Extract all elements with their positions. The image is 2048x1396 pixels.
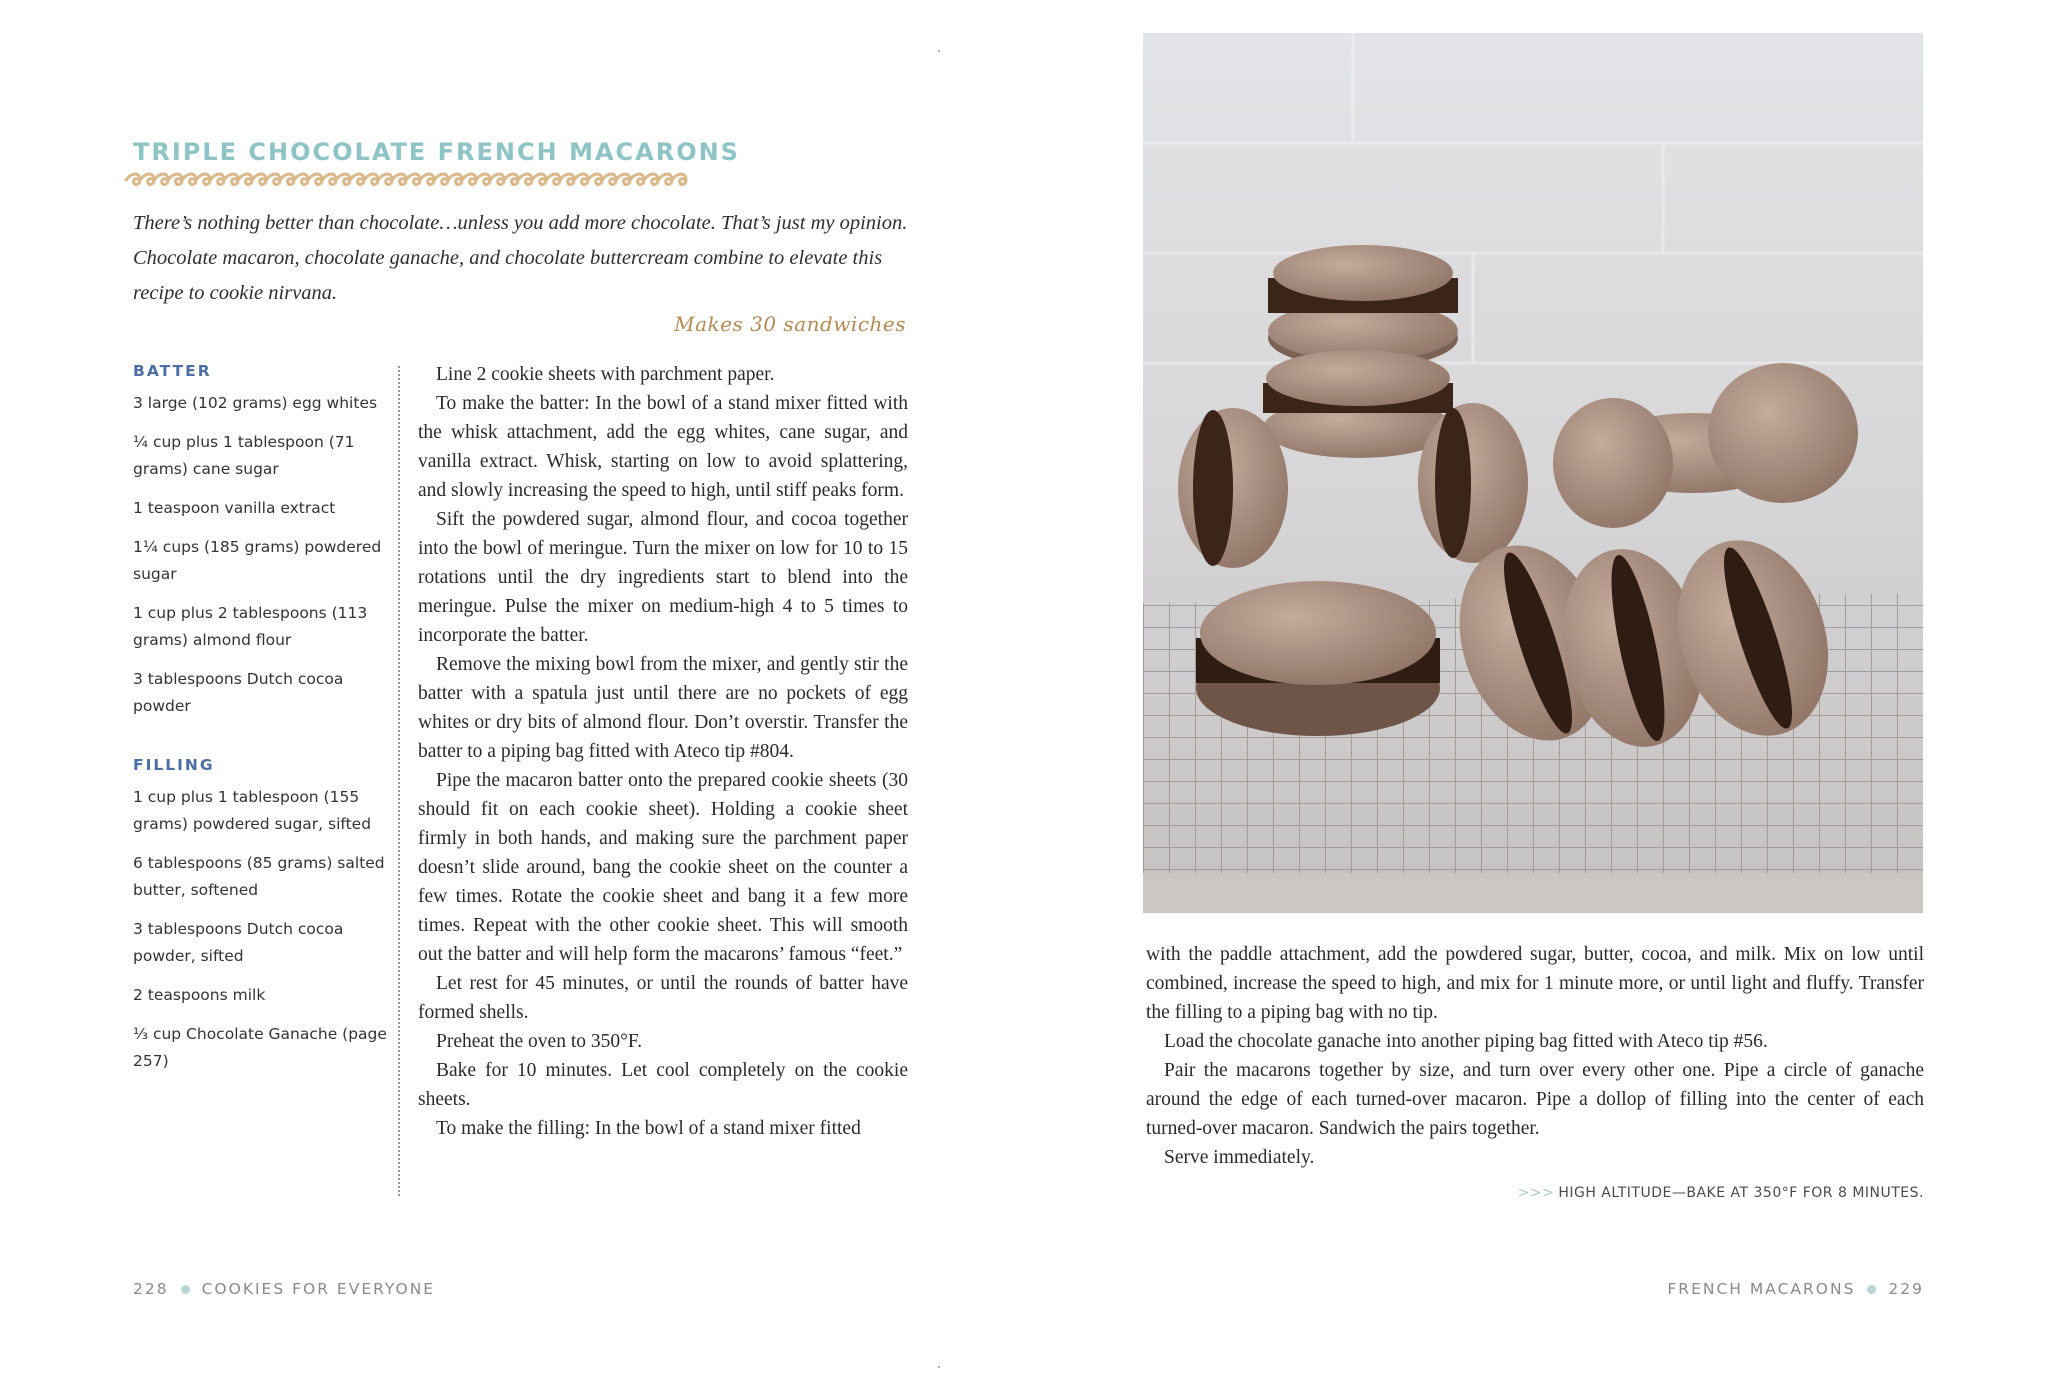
- chapter-title: FRENCH MACARONS: [1667, 1280, 1856, 1298]
- tip-text: HIGH ALTITUDE—BAKE AT 350°F FOR 8 MINUTES.: [1558, 1185, 1924, 1201]
- recipe-intro: There’s nothing better than chocolate…unless you add more chocolate. That’s just my opinion. Chocolate macaron, chocolate ganache, and chocolate buttercream combine to elevate this recipe to cookie nirvana.: [133, 212, 908, 304]
- batter-section: [133, 362, 393, 720]
- method-step: Pipe the macaron batter onto the prepared cookie sheets (30 should fit on each cookie sheet). Holding a cookie sheet firmly in both hands, and making sure the parchment paper doesn’t slide around, bang the cookie sheet on the counter a few times. Rotate the cookie sheet and bang it a few more times. Repeat with the other cookie sheet. This will smooth out the batter and will help form the macarons’ famous “feet.”: [418, 770, 908, 965]
- dotted-column-rule: [398, 366, 400, 1196]
- page-number: 229: [1888, 1280, 1924, 1298]
- ingredient-item: ¹⁄₄ cup plus 1 tablespoon (71 grams) cane sugar: [133, 433, 355, 478]
- macaron-front-flat: [1196, 581, 1440, 736]
- method-step: with the paddle attachment, add the powdered sugar, butter, cocoa, and milk. Mix on low until combined, increase the speed to high, and mix for 1 minute more, or until light and fluffy. Transfer the filling to a piping bag with no tip.: [1146, 944, 1924, 1023]
- book-title: COOKIES FOR EVERYONE: [201, 1280, 436, 1298]
- macarons-photo: [1143, 33, 1923, 913]
- method-left: [418, 360, 908, 1143]
- method-step: Load the chocolate ganache into another piping bag fitted with Ateco tip #56.: [1164, 1031, 1768, 1052]
- right-page: [1024, 0, 2048, 1396]
- method-step: Sift the powdered sugar, almond flour, and cocoa together into the bowl of meringue. Turn the mixer on low for 10 to 15 rotations until the dry ingredients start to blend into the meringue. Pulse the mixer on medium-high 4 to 5 times to incorporate the batter.: [418, 509, 908, 646]
- tip-arrows: >>>: [1517, 1185, 1555, 1201]
- wavy-divider: [124, 170, 932, 190]
- ingredient-item: 1 cup plus 2 tablespoons (113 grams) almond flour: [133, 604, 368, 649]
- recipe-yield: Makes 30 sandwiches: [674, 312, 906, 336]
- ingredient-item: 1 cup plus 1 tablespoon (155 grams) powdered sugar, sifted: [133, 788, 372, 833]
- method-step: Bake for 10 minutes. Let cool completely on the cookie sheets.: [418, 1060, 908, 1110]
- footer-dot: [181, 1285, 190, 1294]
- method-step: Let rest for 45 minutes, or until the rounds of batter have formed shells.: [418, 973, 908, 1023]
- method-step: To make the batter: In the bowl of a stand mixer fitted with the whisk attachment, add the egg whites, cane sugar, and vanilla extract. Whisk, starting on low to avoid splattering, and slowly increasing the speed to high, until stiff peaks form.: [418, 393, 908, 501]
- batter-heading: BATTER: [133, 362, 212, 380]
- batter-list: [133, 390, 393, 720]
- ingredient-item: 3 tablespoons Dutch cocoa powder, sifted: [133, 920, 344, 965]
- method-right: [1146, 940, 1924, 1172]
- high-altitude-tip: [1518, 1185, 1924, 1201]
- filling-section: [133, 756, 393, 1075]
- macaron-upright-middle: [1418, 403, 1528, 563]
- macaron-left-upright: [1178, 408, 1288, 568]
- ingredient-item: 1 teaspoon vanilla extract: [133, 499, 336, 517]
- ingredient-item: 3 large (102 grams) egg whites: [133, 394, 378, 412]
- method-step: To make the filling: In the bowl of a stand mixer fitted: [436, 1118, 861, 1139]
- footer-right: [1667, 1280, 1924, 1298]
- filling-heading: FILLING: [133, 756, 215, 774]
- ingredient-item: 2 teaspoons milk: [133, 986, 266, 1004]
- method-step: Pair the macarons together by size, and turn over every other one. Pipe a circle of ganache around the edge of each turned-over macaron. Pipe a dollop of filling into the center of each turned-over macaron. Sandwich the pairs together.: [1146, 1060, 1924, 1139]
- ingredient-item: 6 tablespoons (85 grams) salted butter, softened: [133, 854, 385, 899]
- ingredient-item: ¹⁄₃ cup Chocolate Ganache (page 257): [133, 1025, 387, 1070]
- ingredients-column: [133, 362, 393, 1087]
- footer-left: [133, 1280, 435, 1298]
- filling-list: [133, 784, 393, 1075]
- crop-mark: [938, 50, 940, 52]
- page-number: 228: [133, 1280, 169, 1298]
- footer-dot: [1867, 1285, 1876, 1294]
- crop-mark: [938, 1366, 940, 1368]
- method-step: Remove the mixing bowl from the mixer, and gently stir the batter with a spatula just until there are no pockets of egg whites or dry bits of almond flour. Don’t overstir. Transfer the batter to a piping bag fitted with Ateco tip #804.: [418, 654, 908, 762]
- macaron-stack: [1263, 245, 1458, 458]
- recipe-title: TRIPLE CHOCOLATE FRENCH MACARONS: [133, 138, 740, 166]
- method-step: Line 2 cookie sheets with parchment paper.: [436, 364, 775, 385]
- ingredient-item: 1¹⁄₄ cups (185 grams) powdered sugar: [133, 538, 382, 583]
- ingredient-item: 3 tablespoons Dutch cocoa powder: [133, 670, 344, 715]
- method-step: Serve immediately.: [1164, 1147, 1315, 1168]
- method-step: Preheat the oven to 350°F.: [436, 1031, 643, 1052]
